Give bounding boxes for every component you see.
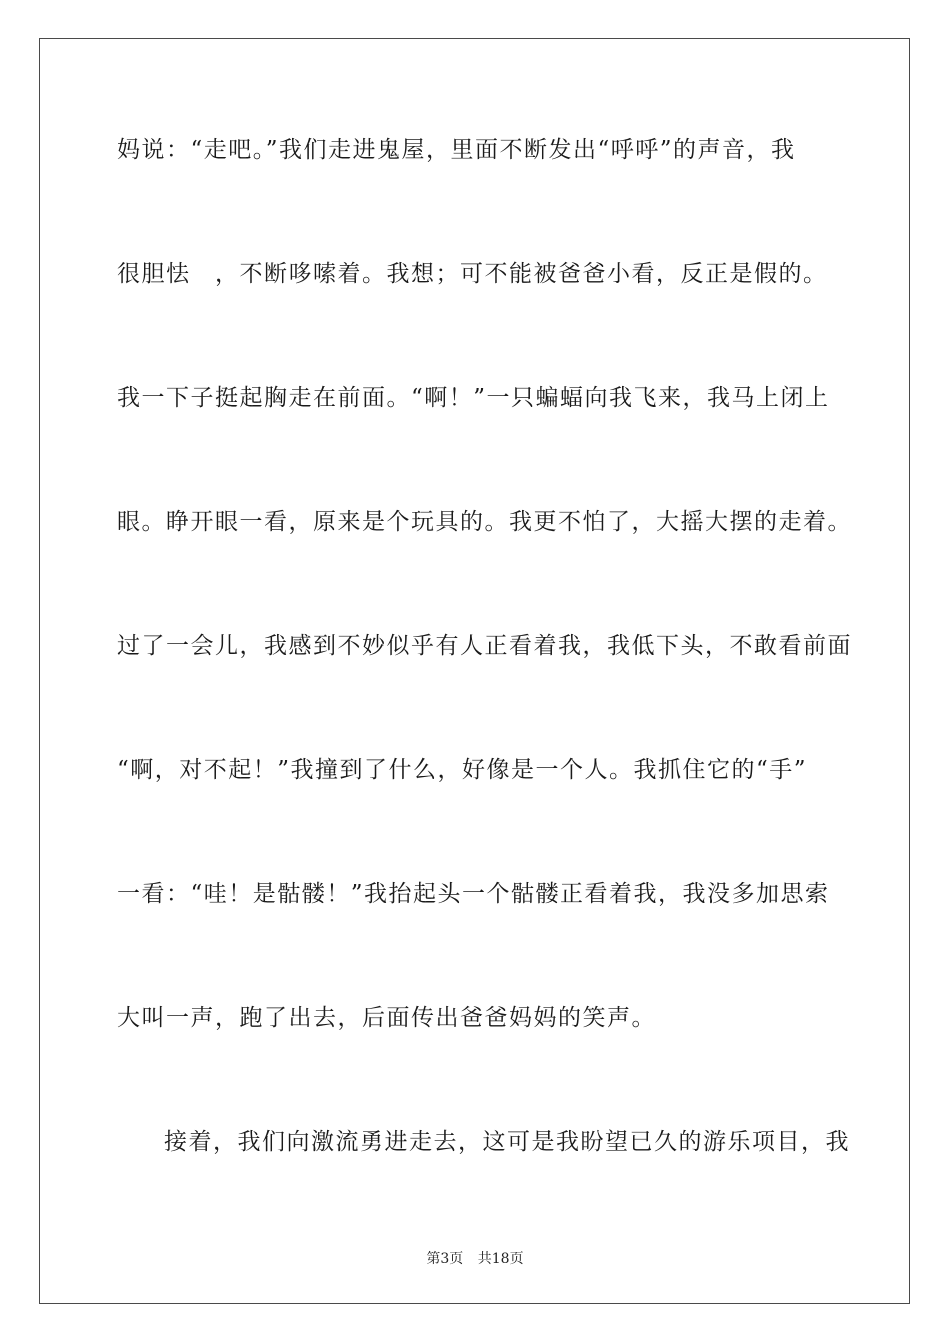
text-line-4: 眼。睁开眼一看，原来是个玩具的。我更不怕了，大摇大摆的走着。 bbox=[117, 509, 852, 535]
text-line-2: 很胆怯 ，不断哆嗦着。我想；可不能被爸爸小看，反正是假的。 bbox=[117, 261, 828, 287]
text-line-9: 接着，我们向激流勇进走去，这可是我盼望已久的游乐项目，我 bbox=[164, 1129, 850, 1155]
text-line-3: 我一下子挺起胸走在前面。“啊！”一只蝙蝠向我飞来，我马上闭上 bbox=[117, 385, 830, 411]
document-body bbox=[117, 128, 852, 1244]
text-line-7: 一看：“哇！是骷髅！”我抬起头一个骷髅正看着我，我没多加思索 bbox=[117, 881, 830, 907]
page-footer bbox=[0, 1248, 950, 1268]
text-line-6: “啊，对不起！”我撞到了什么，好像是一个人。我抓住它的“手” bbox=[117, 757, 808, 783]
total-pages: 共18页 bbox=[477, 1251, 524, 1267]
current-page-number: 第3页 bbox=[426, 1251, 464, 1267]
text-line-5: 过了一会儿，我感到不妙似乎有人正看着我，我低下头，不敢看前面 bbox=[117, 633, 852, 659]
text-line-1: 妈说：“走吧。”我们走进鬼屋，里面不断发出“呼呼”的声音，我 bbox=[117, 137, 796, 163]
text-line-8: 大叫一声，跑了出去，后面传出爸爸妈妈的笑声。 bbox=[117, 1005, 656, 1031]
